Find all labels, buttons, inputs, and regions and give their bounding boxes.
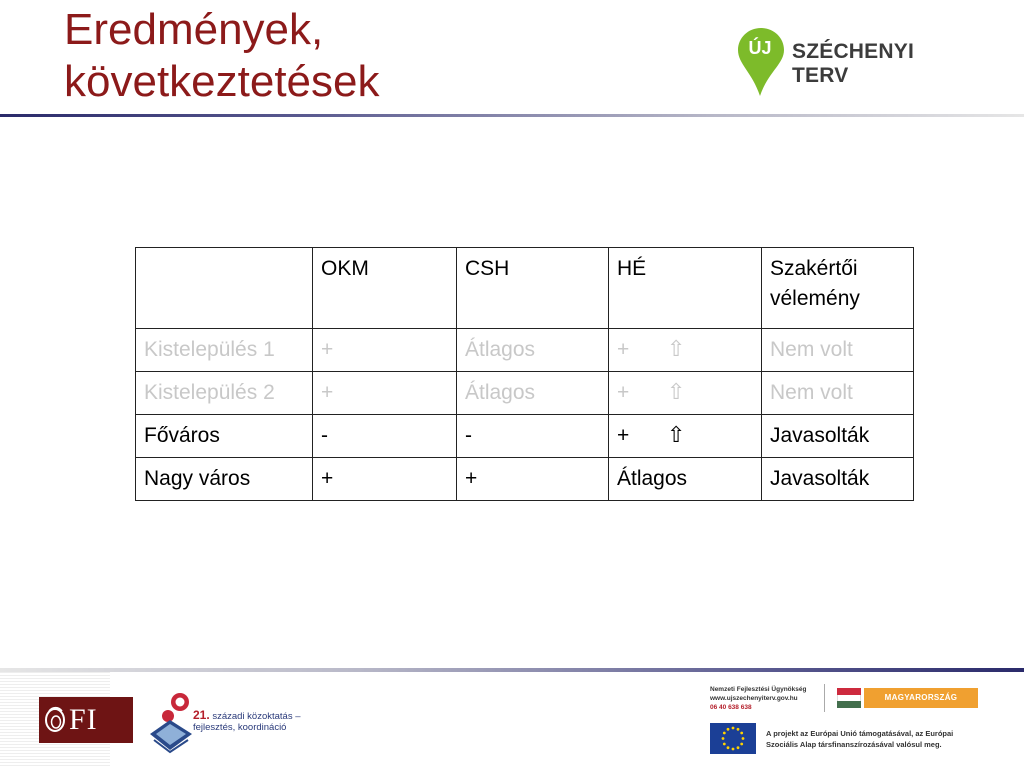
okm-cell: + — [313, 458, 457, 501]
k21-logo — [148, 690, 318, 756]
szakertoi-cell: Javasolták — [762, 458, 914, 501]
ofi-logo — [39, 697, 133, 743]
k21-number: 21. — [193, 708, 210, 722]
agency-info — [710, 685, 806, 712]
magyarorszag-megujul-banner: MAGYARORSZÁG MEGÚJUL — [864, 688, 978, 708]
he-value: + — [617, 424, 630, 447]
he-cell — [609, 329, 762, 372]
he-value: + — [617, 381, 630, 404]
agency-phone: 06 40 638 638 — [710, 704, 752, 711]
up-arrow-icon: ⇧ — [667, 380, 686, 405]
results-table — [135, 247, 914, 501]
table-header-row — [136, 248, 914, 329]
table-header-cell — [136, 248, 313, 329]
k21-line-1: századi közoktatás – — [212, 711, 301, 722]
up-arrow-icon: ⇧ — [667, 337, 686, 362]
he-cell: Átlagos — [609, 458, 762, 501]
table-header-cell: Szakértői vélemény — [762, 248, 914, 329]
ofi-swirl-icon — [44, 705, 66, 733]
eu-funding-box — [706, 680, 988, 760]
table-row — [136, 329, 914, 372]
he-cell — [609, 415, 762, 458]
k21-caption — [193, 710, 301, 733]
logo-text: SZÉCHENYI TERV — [792, 40, 914, 87]
ofi-logo-text: FI — [69, 703, 98, 736]
csh-cell: + — [457, 458, 609, 501]
slide-title-line-2: következtetések — [64, 57, 380, 106]
table-header-cell: CSH — [457, 248, 609, 329]
eu-stars-icon — [710, 723, 756, 754]
map-pin-icon — [736, 26, 786, 98]
table-row — [136, 458, 914, 501]
row-name-cell: Nagy város — [136, 458, 313, 501]
okm-cell: + — [313, 372, 457, 415]
k21-emblem-icon — [148, 690, 196, 754]
he-cell — [609, 372, 762, 415]
csh-cell: Átlagos — [457, 329, 609, 372]
k21-line-2: fejlesztés, koordináció — [193, 722, 287, 733]
agency-divider — [824, 684, 825, 712]
csh-cell: Átlagos — [457, 372, 609, 415]
csh-cell: - — [457, 415, 609, 458]
he-value: + — [617, 338, 630, 361]
row-name-cell: Kistelepülés 2 — [136, 372, 313, 415]
up-arrow-icon: ⇧ — [667, 423, 686, 448]
table-row — [136, 372, 914, 415]
szakertoi-cell: Nem volt — [762, 372, 914, 415]
agency-url: www.ujszechenyiterv.gov.hu — [710, 695, 798, 702]
table-header-cell: OKM — [313, 248, 457, 329]
row-name-cell: Főváros — [136, 415, 313, 458]
pin-label: ÚJ — [748, 38, 772, 58]
table-row — [136, 415, 914, 458]
slide-title — [64, 4, 380, 108]
table-header-cell: HÉ — [609, 248, 762, 329]
eu-funding-text: A projekt az Európai Unió támogatásával, az Európai Szociális Alap társfinanszírozásával valósul meg. — [766, 729, 954, 749]
szakertoi-cell: Nem volt — [762, 329, 914, 372]
agency-name: Nemzeti Fejlesztési Ügynökség — [710, 686, 807, 693]
footer-divider — [0, 668, 1024, 672]
okm-cell: + — [313, 329, 457, 372]
hungarian-flag-icon — [837, 688, 861, 708]
eu-flag-icon — [710, 723, 756, 754]
row-name-cell: Kistelepülés 1 — [136, 329, 313, 372]
szakertoi-cell: Javasolták — [762, 415, 914, 458]
slide-title-line-1: Eredmények, — [64, 5, 324, 54]
header-divider — [0, 114, 1024, 117]
uj-szechenyi-terv-logo — [736, 26, 976, 100]
okm-cell: - — [313, 415, 457, 458]
